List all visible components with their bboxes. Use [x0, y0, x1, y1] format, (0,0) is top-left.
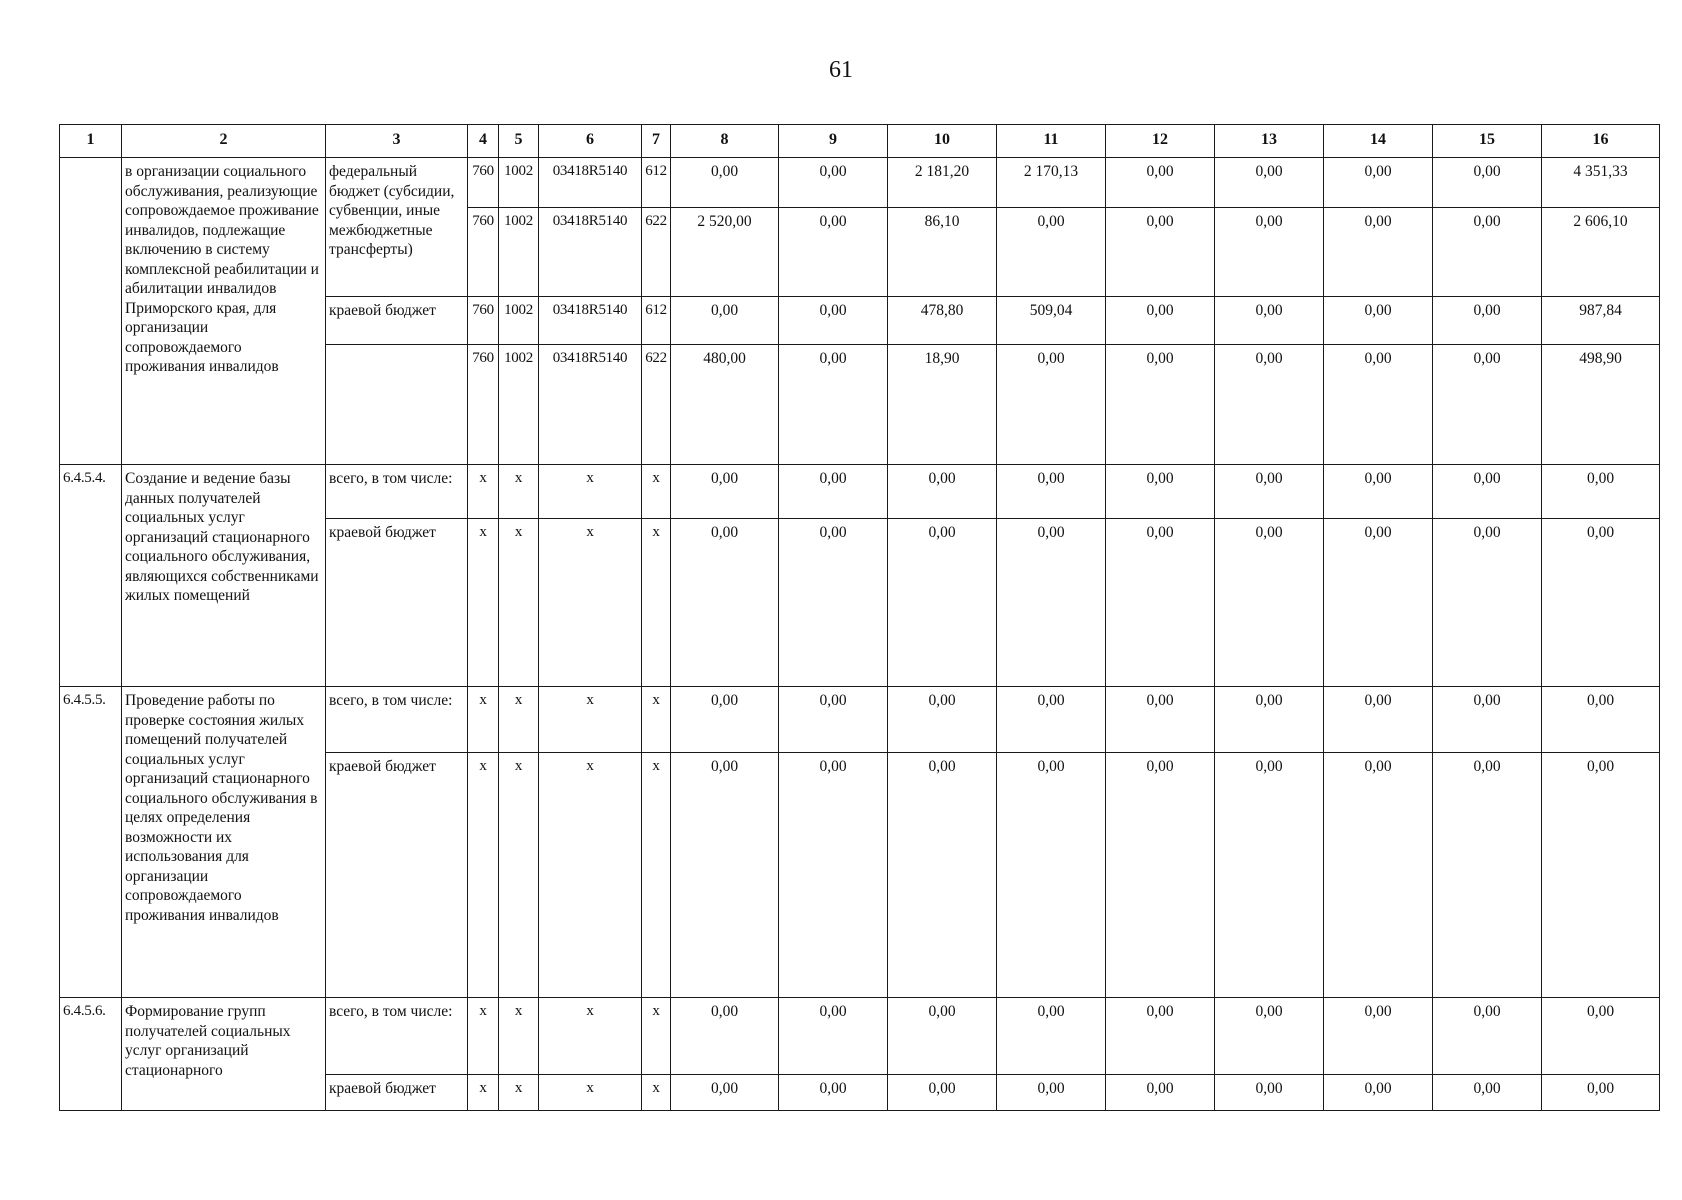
column-header-1: 1 — [60, 125, 122, 158]
amount-col-8: 0,00 — [671, 753, 779, 998]
amount-col-16: 987,84 — [1542, 297, 1660, 345]
column-header-16: 16 — [1542, 125, 1660, 158]
budget-code-6: 03418R5140 — [539, 158, 642, 208]
row-description: Создание и ведение базы данных получателей социальных услуг организаций стационарного социального обслуживания, являющихся собственниками жилых помещений — [122, 465, 326, 687]
funding-source: всего, в том числе: — [326, 687, 468, 753]
amount-col-12: 0,00 — [1106, 998, 1215, 1075]
amount-col-9: 0,00 — [779, 158, 888, 208]
funding-source: федеральный бюджет (субсидии, субвенции, иные межбюджетные трансферты) — [326, 158, 468, 297]
budget-code-7: 612 — [642, 158, 671, 208]
budget-code-5: 1002 — [499, 345, 539, 465]
column-header-12: 12 — [1106, 125, 1215, 158]
amount-col-8: 480,00 — [671, 345, 779, 465]
amount-col-16: 0,00 — [1542, 1075, 1660, 1111]
amount-col-13: 0,00 — [1215, 519, 1324, 687]
amount-col-12: 0,00 — [1106, 465, 1215, 519]
budget-code-4: 760 — [468, 345, 499, 465]
column-header-15: 15 — [1433, 125, 1542, 158]
budget-code-7: x — [642, 687, 671, 753]
header-row — [60, 125, 1660, 158]
amount-col-8: 0,00 — [671, 1075, 779, 1111]
budget-code-5: 1002 — [499, 158, 539, 208]
budget-code-4: x — [468, 687, 499, 753]
budget-table — [59, 124, 1660, 1111]
amount-col-8: 0,00 — [671, 465, 779, 519]
row-index — [60, 158, 122, 465]
budget-code-5: x — [499, 465, 539, 519]
amount-col-9: 0,00 — [779, 465, 888, 519]
amount-col-15: 0,00 — [1433, 687, 1542, 753]
table-row — [60, 465, 1660, 519]
amount-col-14: 0,00 — [1324, 753, 1433, 998]
funding-source — [326, 345, 468, 465]
column-header-11: 11 — [997, 125, 1106, 158]
amount-col-12: 0,00 — [1106, 208, 1215, 297]
budget-code-4: x — [468, 519, 499, 687]
table-row — [60, 998, 1660, 1075]
budget-code-7: 612 — [642, 297, 671, 345]
row-description: Проведение работы по проверке состояния жилых помещений получателей социальных услуг организаций стационарного социального обслуживания в целях определения возможности их использования для организации сопровождаемого проживания инвалидов — [122, 687, 326, 998]
amount-col-13: 0,00 — [1215, 208, 1324, 297]
funding-source: краевой бюджет — [326, 519, 468, 687]
amount-col-10: 0,00 — [888, 753, 997, 998]
amount-col-12: 0,00 — [1106, 297, 1215, 345]
amount-col-9: 0,00 — [779, 998, 888, 1075]
budget-code-6: x — [539, 519, 642, 687]
column-header-5: 5 — [499, 125, 539, 158]
funding-source: краевой бюджет — [326, 1075, 468, 1111]
amount-col-11: 0,00 — [997, 519, 1106, 687]
budget-code-7: 622 — [642, 208, 671, 297]
amount-col-15: 0,00 — [1433, 753, 1542, 998]
amount-col-11: 0,00 — [997, 208, 1106, 297]
budget-code-6: x — [539, 465, 642, 519]
budget-code-7: x — [642, 519, 671, 687]
budget-code-4: x — [468, 465, 499, 519]
amount-col-16: 0,00 — [1542, 753, 1660, 998]
budget-code-6: x — [539, 687, 642, 753]
amount-col-14: 0,00 — [1324, 1075, 1433, 1111]
amount-col-10: 478,80 — [888, 297, 997, 345]
amount-col-13: 0,00 — [1215, 158, 1324, 208]
amount-col-10: 0,00 — [888, 998, 997, 1075]
amount-col-11: 0,00 — [997, 687, 1106, 753]
budget-code-6: 03418R5140 — [539, 297, 642, 345]
table-row — [60, 687, 1660, 753]
amount-col-11: 0,00 — [997, 465, 1106, 519]
amount-col-12: 0,00 — [1106, 158, 1215, 208]
amount-col-15: 0,00 — [1433, 208, 1542, 297]
amount-col-15: 0,00 — [1433, 998, 1542, 1075]
amount-col-16: 0,00 — [1542, 465, 1660, 519]
amount-col-9: 0,00 — [779, 687, 888, 753]
funding-source: всего, в том числе: — [326, 465, 468, 519]
table-body — [60, 158, 1660, 1111]
column-header-4: 4 — [468, 125, 499, 158]
row-description: Формирование групп получателей социальных услуг организаций стационарного — [122, 998, 326, 1111]
amount-col-10: 0,00 — [888, 687, 997, 753]
amount-col-10: 2 181,20 — [888, 158, 997, 208]
budget-code-5: x — [499, 753, 539, 998]
amount-col-8: 0,00 — [671, 687, 779, 753]
column-header-10: 10 — [888, 125, 997, 158]
amount-col-12: 0,00 — [1106, 519, 1215, 687]
amount-col-11: 0,00 — [997, 753, 1106, 998]
amount-col-13: 0,00 — [1215, 465, 1324, 519]
budget-code-7: x — [642, 1075, 671, 1111]
amount-col-14: 0,00 — [1324, 297, 1433, 345]
amount-col-10: 0,00 — [888, 1075, 997, 1111]
amount-col-10: 86,10 — [888, 208, 997, 297]
amount-col-16: 2 606,10 — [1542, 208, 1660, 297]
amount-col-13: 0,00 — [1215, 345, 1324, 465]
row-index: 6.4.5.4. — [60, 465, 122, 687]
amount-col-13: 0,00 — [1215, 1075, 1324, 1111]
budget-code-4: 760 — [468, 158, 499, 208]
amount-col-16: 498,90 — [1542, 345, 1660, 465]
budget-code-7: x — [642, 753, 671, 998]
column-header-14: 14 — [1324, 125, 1433, 158]
amount-col-9: 0,00 — [779, 297, 888, 345]
amount-col-15: 0,00 — [1433, 465, 1542, 519]
amount-col-11: 2 170,13 — [997, 158, 1106, 208]
budget-code-6: x — [539, 753, 642, 998]
budget-code-5: x — [499, 998, 539, 1075]
amount-col-8: 0,00 — [671, 998, 779, 1075]
row-description: в организации социального обслуживания, реализующие сопровождаемое проживание инвалидов, подлежащие включению в систему комплексной реабилитации и абилитации инвалидов Приморского края, для организации сопровождаемого проживания инвалидов — [122, 158, 326, 465]
column-header-7: 7 — [642, 125, 671, 158]
column-header-6: 6 — [539, 125, 642, 158]
column-header-8: 8 — [671, 125, 779, 158]
funding-source: всего, в том числе: — [326, 998, 468, 1075]
column-header-2: 2 — [122, 125, 326, 158]
budget-code-5: x — [499, 519, 539, 687]
amount-col-9: 0,00 — [779, 208, 888, 297]
amount-col-14: 0,00 — [1324, 345, 1433, 465]
amount-col-14: 0,00 — [1324, 998, 1433, 1075]
column-header-9: 9 — [779, 125, 888, 158]
amount-col-12: 0,00 — [1106, 753, 1215, 998]
row-index: 6.4.5.5. — [60, 687, 122, 998]
budget-code-7: 622 — [642, 345, 671, 465]
column-header-3: 3 — [326, 125, 468, 158]
amount-col-8: 0,00 — [671, 158, 779, 208]
column-header-13: 13 — [1215, 125, 1324, 158]
amount-col-16: 0,00 — [1542, 687, 1660, 753]
amount-col-12: 0,00 — [1106, 687, 1215, 753]
budget-code-5: x — [499, 1075, 539, 1111]
budget-code-5: 1002 — [499, 208, 539, 297]
amount-col-12: 0,00 — [1106, 1075, 1215, 1111]
amount-col-15: 0,00 — [1433, 519, 1542, 687]
amount-col-9: 0,00 — [779, 753, 888, 998]
amount-col-10: 0,00 — [888, 519, 997, 687]
budget-code-4: 760 — [468, 208, 499, 297]
budget-code-7: x — [642, 998, 671, 1075]
amount-col-14: 0,00 — [1324, 687, 1433, 753]
budget-code-4: 760 — [468, 297, 499, 345]
amount-col-13: 0,00 — [1215, 297, 1324, 345]
amount-col-14: 0,00 — [1324, 158, 1433, 208]
budget-code-5: 1002 — [499, 297, 539, 345]
budget-code-6: 03418R5140 — [539, 345, 642, 465]
budget-code-5: x — [499, 687, 539, 753]
amount-col-12: 0,00 — [1106, 345, 1215, 465]
budget-code-6: x — [539, 998, 642, 1075]
amount-col-11: 0,00 — [997, 1075, 1106, 1111]
amount-col-14: 0,00 — [1324, 208, 1433, 297]
page-number: 61 — [829, 57, 853, 83]
amount-col-11: 0,00 — [997, 345, 1106, 465]
funding-source: краевой бюджет — [326, 297, 468, 345]
budget-code-4: x — [468, 998, 499, 1075]
budget-code-4: x — [468, 1075, 499, 1111]
amount-col-8: 0,00 — [671, 297, 779, 345]
amount-col-16: 4 351,33 — [1542, 158, 1660, 208]
budget-code-4: x — [468, 753, 499, 998]
amount-col-16: 0,00 — [1542, 998, 1660, 1075]
amount-col-8: 0,00 — [671, 519, 779, 687]
amount-col-15: 0,00 — [1433, 297, 1542, 345]
table-row — [60, 158, 1660, 208]
amount-col-13: 0,00 — [1215, 998, 1324, 1075]
amount-col-9: 0,00 — [779, 1075, 888, 1111]
amount-col-14: 0,00 — [1324, 465, 1433, 519]
amount-col-15: 0,00 — [1433, 345, 1542, 465]
amount-col-10: 0,00 — [888, 465, 997, 519]
amount-col-11: 509,04 — [997, 297, 1106, 345]
funding-source: краевой бюджет — [326, 753, 468, 998]
amount-col-10: 18,90 — [888, 345, 997, 465]
amount-col-15: 0,00 — [1433, 1075, 1542, 1111]
budget-code-6: x — [539, 1075, 642, 1111]
amount-col-13: 0,00 — [1215, 753, 1324, 998]
budget-code-6: 03418R5140 — [539, 208, 642, 297]
amount-col-15: 0,00 — [1433, 158, 1542, 208]
budget-code-7: x — [642, 465, 671, 519]
amount-col-9: 0,00 — [779, 345, 888, 465]
amount-col-8: 2 520,00 — [671, 208, 779, 297]
amount-col-11: 0,00 — [997, 998, 1106, 1075]
amount-col-9: 0,00 — [779, 519, 888, 687]
amount-col-13: 0,00 — [1215, 687, 1324, 753]
amount-col-14: 0,00 — [1324, 519, 1433, 687]
row-index: 6.4.5.6. — [60, 998, 122, 1111]
amount-col-16: 0,00 — [1542, 519, 1660, 687]
